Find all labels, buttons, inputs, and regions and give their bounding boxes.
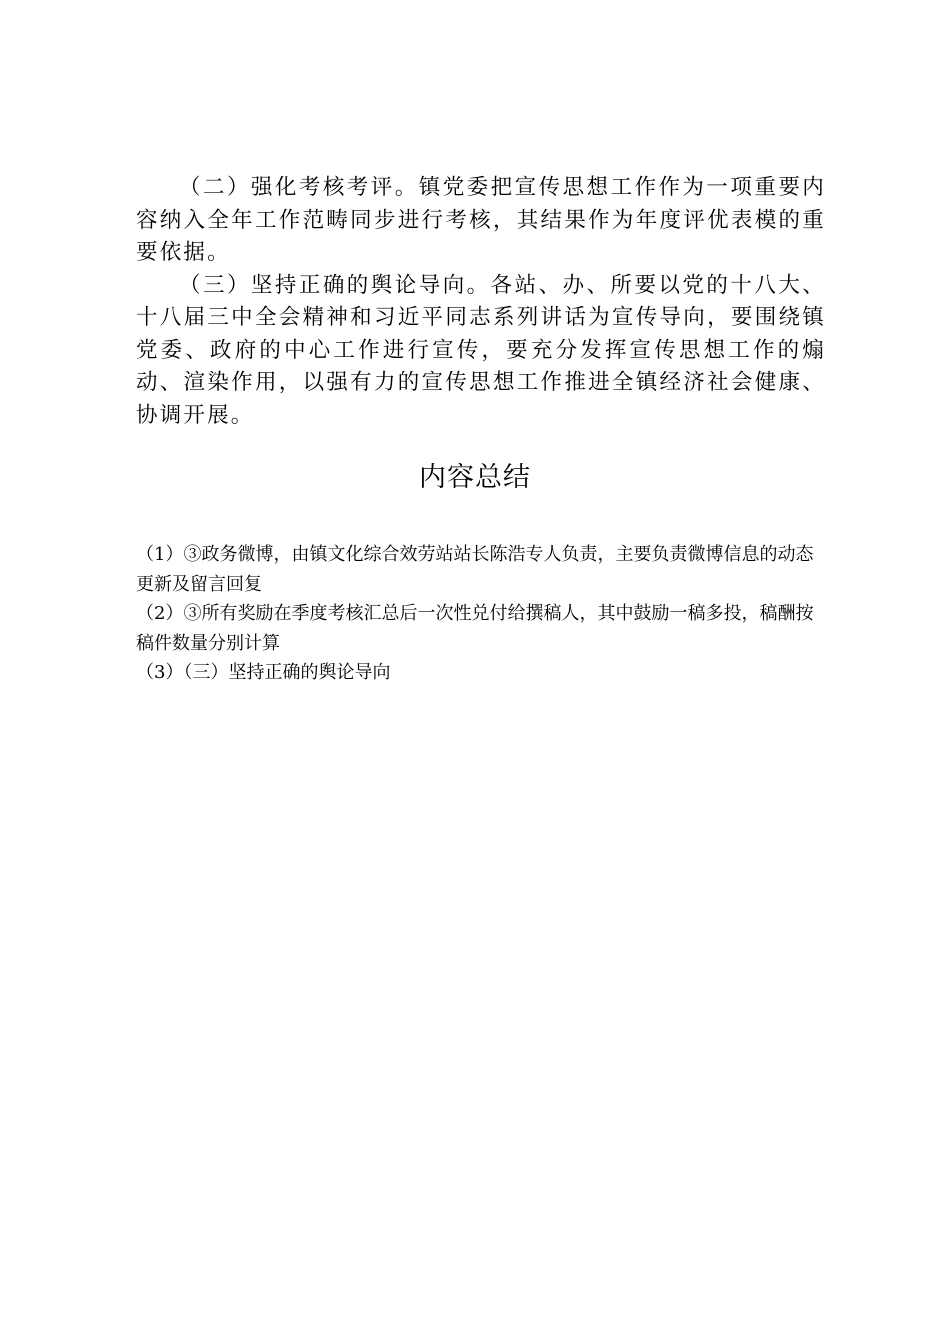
summary-title: 内容总结 <box>419 462 531 493</box>
summary-item-2: （2）③所有奖励在季度考核汇总后一次性兑付给撰稿人，其中鼓励一稿多投，稿酬按稿件数量分别计算 <box>136 603 814 654</box>
summary-item-1: （1）③政务微博，由镇文化综合效劳站站长陈浩专人负责，主要负责微博信息的动态更新及留言回复 <box>136 544 814 595</box>
document-body <box>136 172 826 432</box>
paragraph-assessment: （二）强化考核考评。镇党委把宣传思想工作作为一项重要内容纳入全年工作范畴同步进行考核，其结果作为年度评优表模的重要依据。 <box>136 175 826 265</box>
summary-list <box>136 540 826 688</box>
paragraph-public-opinion: （三）坚持正确的舆论导向。各站、办、所要以党的十八大、十八届三中全会精神和习近平同志系列讲话为宣传导向，要围绕镇党委、政府的中心工作进行宣传，要充分发挥宣传思想工作的煽动、渲染作用，以强有力的宣传思想工作推进全镇经济社会健康、协调开展。 <box>136 272 826 428</box>
summary-item-3: （3）（三）坚持正确的舆论导向 <box>136 662 391 683</box>
